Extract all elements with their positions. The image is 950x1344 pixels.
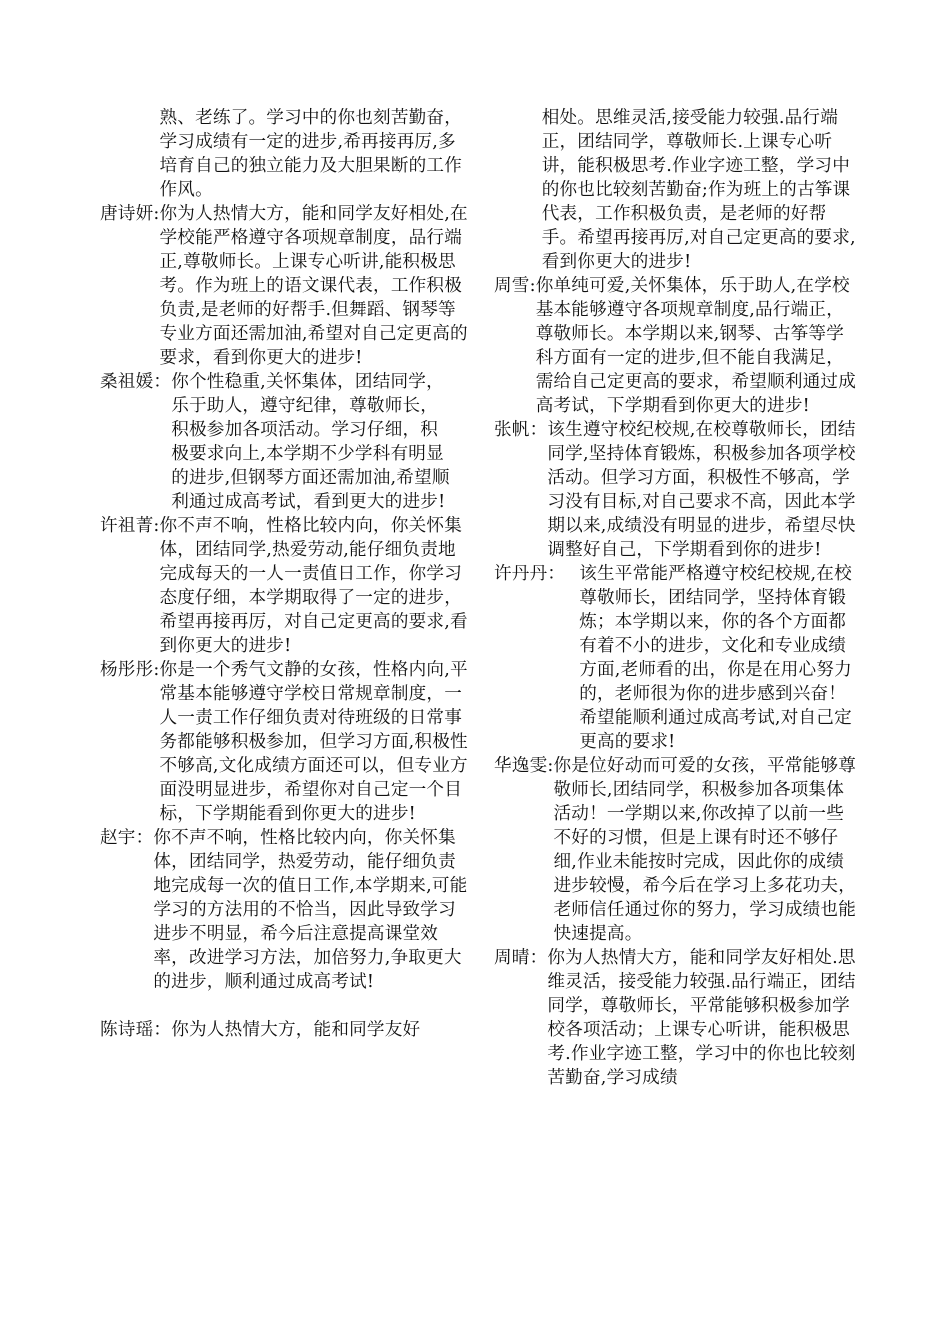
student-comment [494,274,856,418]
comment-text: 你是一个秀气文静的女孩，性格内向,平常基本能够遵守学校日常规章制度，一人一责工作仔细负责对待班级的日常事务都能够积极参加，但学习方面,积极性不够高,文化成绩方面还可以，但专业方面没明显进步，希望你对自己定一个目标，下学期能看到你更大的进步! [159,660,468,824]
student-comment [100,658,472,826]
student-comment [100,1018,472,1042]
continuation-text: 熟、老练了。学习中的你也刻苦勤奋，学习成绩有一定的进步,希再接再厉,多培育自己的独立能力及大胆果断的工作作风。 [159,108,463,200]
continuation-paragraph [100,106,472,202]
student-comment [494,754,856,946]
continuation-paragraph [494,106,856,274]
continuation-text: 相处。思维灵活,接受能力较强.品行端正，团结同学，尊敬师长.上课专心听讲，能积极思考.作业字迹工整，学习中的你也比较刻苦勤奋;作为班上的古筝课代表，工作积极负责，是老师的好帮手。希望再接再厉,对自己定更高的要求,看到你更大的进步! [541,108,856,272]
comment-text: 你单纯可爱,关怀集体，乐于助人,在学校基本能够遵守各项规章制度,品行端正，尊敬师长。本学期以来,钢琴、古筝等学科方面有一定的进步,但不能自我满足，需给自己定更高的要求，希望顺利通过成高考试，下学期看到你更大的进步! [535,276,857,416]
student-name: 许丹丹： [494,564,566,584]
student-name: 许祖菁: [100,516,160,536]
student-name: 陈诗瑶： [100,1020,172,1040]
student-name: 华逸雯: [494,756,554,776]
student-comment [100,370,472,514]
comment-text: 你为人热情大方，能和同学友好相处.思维灵活，接受能力较强.品行端正，团结同学，尊敬师长，平常能够积极参加学校各项活动；上课专心听讲，能积极思考.作业字迹工整，学习中的你也比较刻苦勤奋,学习成绩 [547,948,856,1088]
comment-text: 该生遵守校纪校规,在校尊敬师长，团结同学,坚持体育锻炼，积极参加各项学校活动。但学习方面，积极性不够高，学习没有目标,对自己要求不高，因此本学期以来,成绩没有明显的进步，希望尽快调整好自己，下学期看到你的进步! [547,420,856,560]
student-comment [100,826,472,994]
student-name: 周雪: [494,276,536,296]
left-column [100,106,472,1042]
comment-text: 你不声不响，性格比较内向，你关怀集体，团结同学,热爱劳动,能仔细负责地完成每天的一人一责值日工作，你学习态度仔细，本学期取得了一定的进步，希望再接再厉，对自己定更高的要求,看到你更大的进步! [159,516,468,656]
comment-text: 该生平常能严格遵守校纪校规,在校尊敬师长，团结同学，坚持体育锻炼；本学期以来，你的各个方面都有着不小的进步，文化和专业成绩方面,老师看的出，你是在用心努力的，老师很为你的进步感到兴奋！希望能顺利通过成高考试,对自己定更高的要求! [579,564,852,752]
comment-text: 你个性稳重,关怀集体，团结同学，乐于助人，遵守纪律，尊敬师长，积极参加各项活动。学习仔细，积极要求向上,本学期不少学科有明显的进步,但钢琴方面还需加油,希望顺利通过成高考试，看到更大的进步! [171,372,450,512]
right-column [494,106,856,1090]
student-comment [494,562,856,754]
student-comment [100,202,472,370]
comment-text: 你不声不响，性格比较内向，你关怀集体，团结同学，热爱劳动，能仔细负责地完成每一次的值日工作,本学期来,可能学习的方法用的不恰当，因此导致学习进步不明显，希今后注意提高课堂效率，改进学习方法，加倍努力,争取更大的进步，顺利通过成高考试! [153,828,468,992]
student-name: 赵宇： [100,828,154,848]
student-name: 桑祖媛： [100,372,172,392]
student-comment [494,946,856,1090]
blank-line [100,994,472,1018]
student-name: 周晴： [494,948,548,968]
student-name: 唐诗妍: [100,204,160,224]
comment-text: 你是位好动而可爱的女孩，平常能够尊敬师长,团结同学，积极参加各项集体活动！一学期以来,你改掉了以前一些不好的习惯，但是上课有时还不够仔细,作业未能按时完成，因此你的成绩进步较慢，希今后在学习上多花功夫，老师信任通过你的努力，学习成绩也能快速提高。 [553,756,857,944]
student-name: 张帆： [494,420,548,440]
comment-text: 你为人热情大方，能和同学友好相处,在学校能严格遵守各项规章制度，品行端正,尊敬师长。上课专心听讲,能积极思考。作为班上的语文课代表，工作积极负责,是老师的好帮手.但舞蹈、钢琴等专业方面还需加油,希望对自己定更高的要求，看到你更大的进步! [159,204,468,368]
student-comment [494,418,856,562]
comment-text: 你为人热情大方，能和同学友好 [171,1020,421,1040]
student-comment [100,514,472,658]
student-name: 杨彤彤: [100,660,160,680]
